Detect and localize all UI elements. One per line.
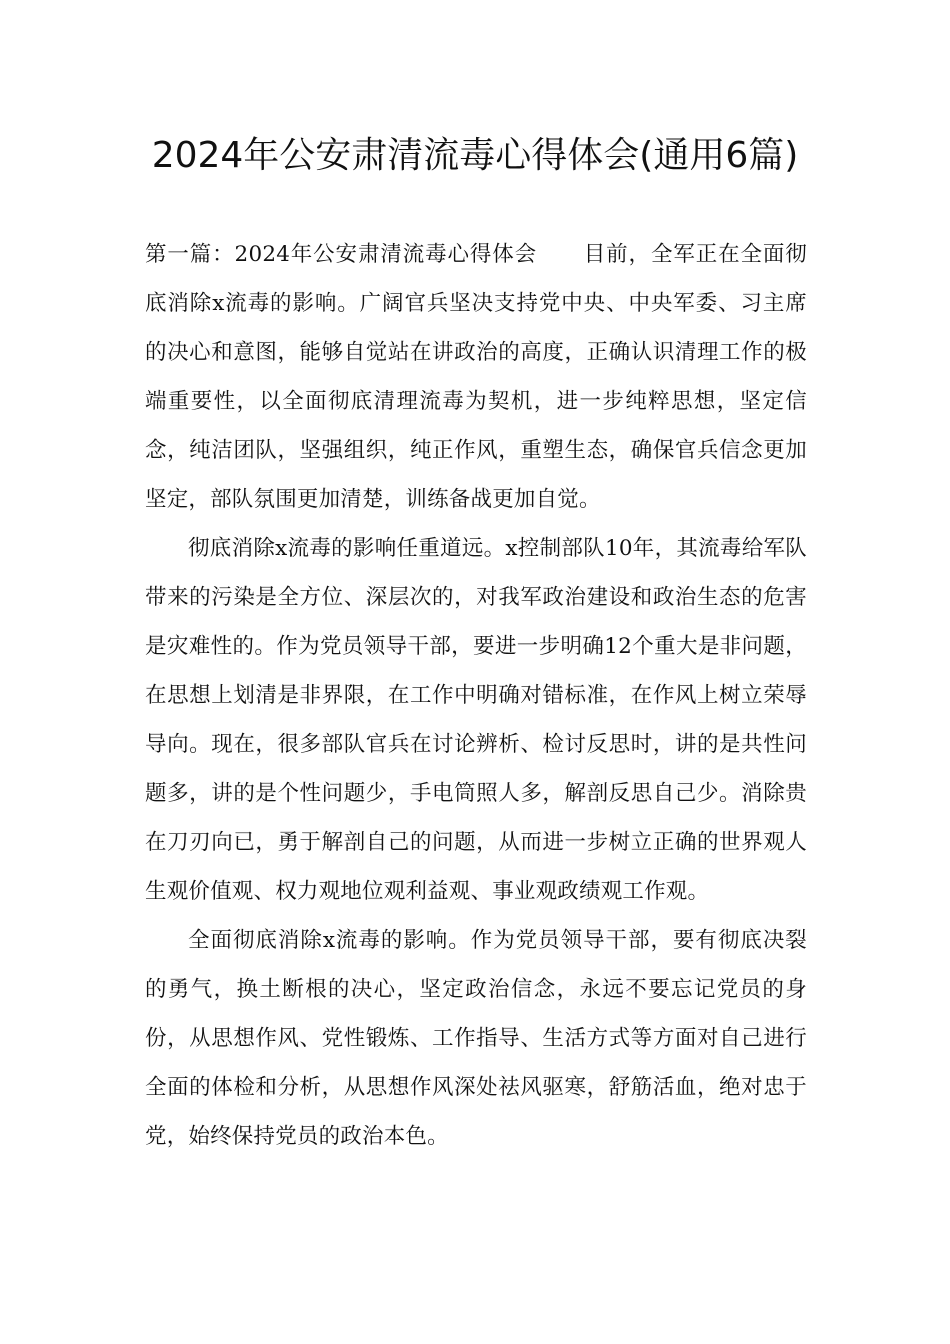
paragraph-2: 彻底消除x流毒的影响任重道远。x控制部队10年，其流毒给军队带来的污染是全方位、深层次的，对我军政治建设和政治生态的危害是灾难性的。作为党员领导干部，要进一步明确12个重大是非问题，在思想上划清是非界限，在工作中明确对错标准，在作风上树立荣辱导向。现在，很多部队官兵在讨论辨析、检讨反思时，讲的是共性问题多，讲的是个性问题少，手电筒照人多，解剖反思自己少。消除贵在刀刃向已，勇于解剖自己的问题，从而进一步树立正确的世界观人生观价值观、权力观地位观利益观、事业观政绩观工作观。 bbox=[145, 536, 807, 904]
document-title: 2024年公安肃清流毒心得体会(通用6篇) bbox=[151, 135, 799, 176]
paragraph-3: 全面彻底消除x流毒的影响。作为党员领导干部，要有彻底决裂的勇气，换土断根的决心，坚定政治信念，永远不要忘记党员的身份，从思想作风、党性锻炼、工作指导、生活方式等方面对自己进行全面的体检和分析，从思想作风深处祛风驱寒，舒筋活血，绝对忠于党，始终保持党员的政治本色。 bbox=[145, 928, 807, 1149]
paragraph-1-text: 目前，全军正在全面彻底消除x流毒的影响。广阔官兵坚决支持党中央、中央军委、习主席的决心和意图，能够自觉站在讲政治的高度，正确认识清理工作的极端重要性，以全面彻底清理流毒为契机，进一步纯粹思想，坚定信念，纯洁团队，坚强组织，纯正作风，重塑生态，确保官兵信念更加坚定，部队氛围更加清楚，训练备战更加自觉。 bbox=[145, 242, 807, 512]
section-heading: 第一篇：2024年公安肃清流毒心得体会 bbox=[145, 242, 538, 267]
document-body bbox=[145, 230, 807, 1161]
paragraph-1 bbox=[145, 230, 807, 524]
